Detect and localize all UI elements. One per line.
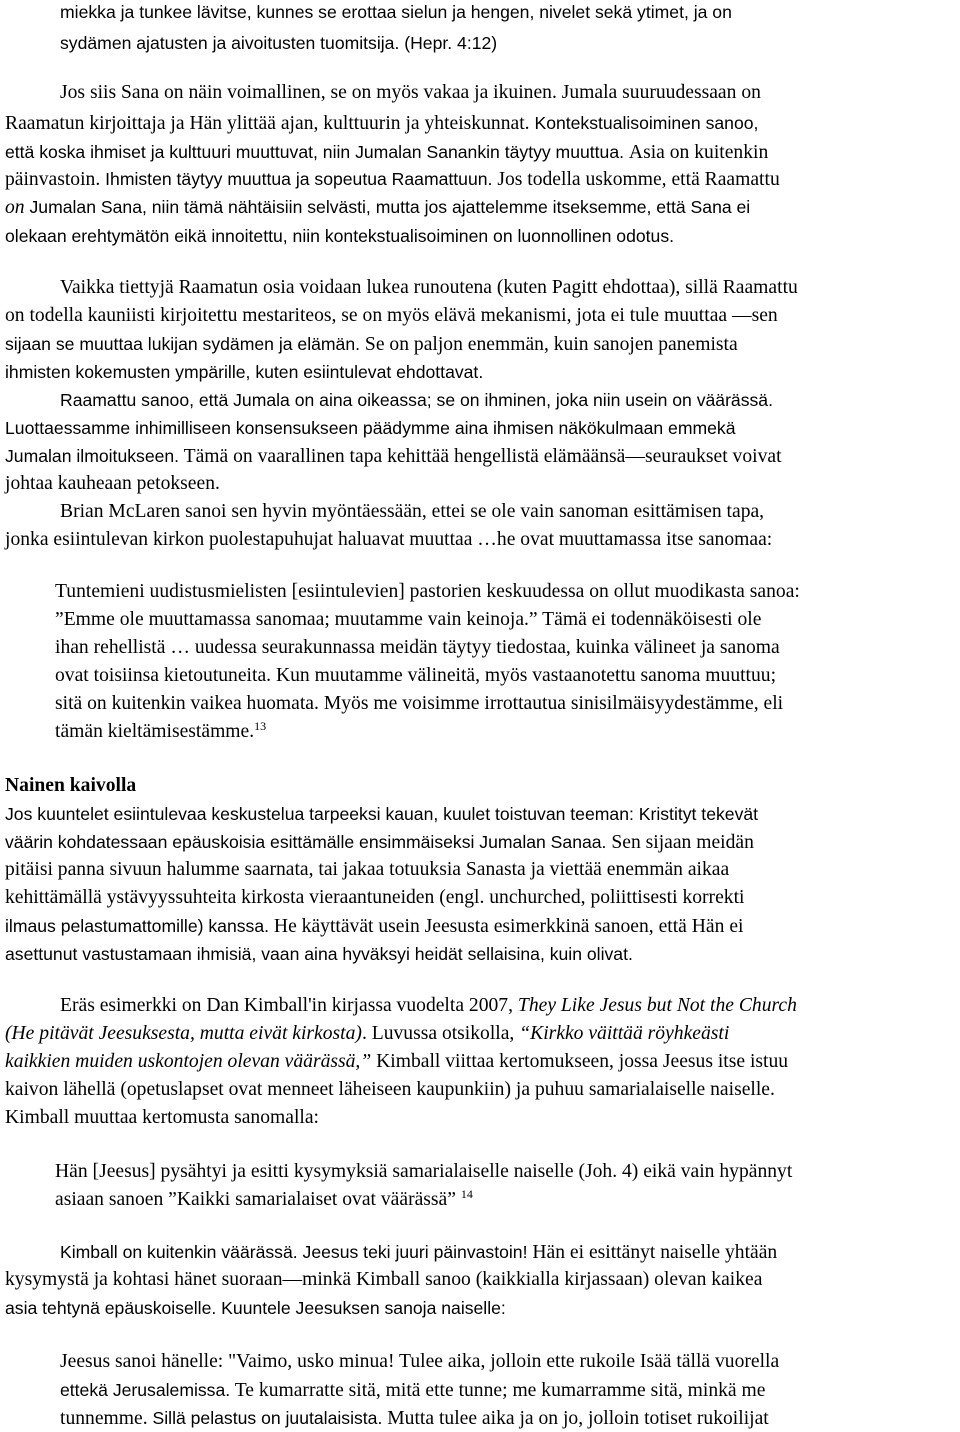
text-span: että koska ihmiset ja kulttuuri muuttuvat, niin Jumalan Sanankin täytyy muuttua. bbox=[5, 142, 625, 162]
text-span: He käyttävät usein Jeesusta esimerkkinä sanoen, että Hän ei bbox=[273, 916, 744, 937]
text-span: Sillä pelastus on juutalaisista. bbox=[152, 1408, 383, 1428]
text-span: on bbox=[5, 197, 25, 218]
text-span: Raamatun kirjoittaja ja Hän ylittää ajan, kulttuurin ja yhteiskunnat. bbox=[5, 113, 530, 134]
text-line: kysymystä ja kohtasi hänet suoraan—minkä Kimball sanoo (kaikkialla kirjassaan) olevan kaikea bbox=[5, 1269, 763, 1290]
text-span: sijaan se muuttaa lukijan sydämen ja elämän. bbox=[5, 334, 361, 354]
text-span: Jumalan Sana, niin tämä nähtäisiin selvästi, mutta jos ajattelemme itseksemme, että Sana ei bbox=[29, 197, 751, 217]
text-line bbox=[5, 167, 780, 192]
text-span: Kontekstualisoiminen sanoo, bbox=[534, 113, 759, 133]
text-span: Jumalan ilmoitukseen. bbox=[5, 446, 180, 466]
text-line bbox=[5, 444, 782, 469]
text-line: asettunut vastustamaan ihmisiä, vaan aina hyväksyi heidät sellaisina, kuin olivat. bbox=[5, 944, 633, 964]
text-line: ihmisten kokemusten ympärille, kuten esiintulevat ehdottavat. bbox=[5, 362, 484, 382]
text-line bbox=[5, 195, 750, 220]
text-line: pitäisi panna sivuun halumme saarnata, tai jakaa totuuksia Sanasta ja viettää enemmän aikaa bbox=[5, 859, 730, 880]
text-line: Luottaessamme inhimilliseen konsensukseen päädymme aina ihmisen näkökulmaan emmekä bbox=[5, 418, 736, 438]
text-span: . Luvussa otsikolla, bbox=[361, 1023, 515, 1044]
text-span: väärin kohdatessaan epäuskoisia esittämälle ensimmäiseksi Jumalan Sanaa. bbox=[5, 832, 607, 852]
text-span: ovat toisiinsa kietoutuneita. bbox=[55, 665, 272, 686]
text-span: Jos todella uskomme, että Raamattu bbox=[497, 169, 780, 190]
chapter-title: “Kirkko väittää röyhkeästi bbox=[519, 1023, 730, 1044]
section-heading: Nainen kaivolla bbox=[5, 775, 137, 796]
text-span: Kimball viittaa kertomukseen, jossa Jeesus itse istuu bbox=[376, 1051, 789, 1072]
text-line bbox=[5, 1022, 729, 1046]
text-span: ettekä Jerusalemissa. bbox=[60, 1380, 231, 1400]
text-line: on todella kauniisti kirjoitettu mestariteos, se on myös elävä mekanismi, jota ei tule muuttaa —sen bbox=[5, 305, 778, 326]
text-line: jonka esiintulevan kirkon puolestapuhujat haluavat muuttaa …he ovat muuttamassa itse sanomaa: bbox=[5, 529, 773, 550]
text-span: asiaan sanoen ”Kaikki samarialaiset ovat väärässä” bbox=[55, 1189, 456, 1210]
text-span: Eräs esimerkki on Dan Kimball'in kirjassa vuodelta 2007, bbox=[60, 995, 514, 1016]
text-line bbox=[5, 332, 738, 357]
text-span: Jeesus teki juuri päinvastoin! bbox=[302, 1242, 528, 1262]
text-span: Sen sijaan meidän bbox=[611, 832, 754, 853]
quote-line: Tuntemieni uudistusmielisten [esiintulevien] pastorien keskuudessa on ollut muodikasta sanoa: bbox=[55, 581, 800, 602]
text-span: Kimball on kuitenkin väärässä. bbox=[60, 1242, 298, 1262]
quote-line bbox=[60, 1378, 765, 1403]
text-line bbox=[60, 994, 797, 1018]
text-span: tunnemme. bbox=[60, 1408, 148, 1429]
text-line bbox=[5, 1050, 788, 1074]
text-line: kaivon lähellä (opetuslapset ovat menneet läheiseen kaupunkiin) ja puhuu samarialaiselle naiselle. bbox=[5, 1079, 775, 1100]
text-line: Brian McLaren sanoi sen hyvin myöntäessään, ettei se ole vain sanoman esittämisen tapa, bbox=[60, 501, 765, 522]
text-span: tämän kieltämisestämme. bbox=[55, 721, 255, 742]
text-span: ilmaus pelastumattomille) kanssa. bbox=[5, 916, 270, 936]
text-span: Ihmisten täytyy muuttua ja sopeutua Raamattuun. bbox=[105, 169, 493, 189]
text-span: Kun muutamme välineitä, myös vastaanotettu sanoma muuttuu; bbox=[275, 665, 777, 686]
text-line bbox=[5, 111, 758, 136]
quote-line: ”Emme ole muuttamassa sanomaa; muutamme vain keinoja.” Tämä ei todennäköisesti ole bbox=[55, 609, 762, 630]
book-title: They Like Jesus but Not the Church bbox=[517, 995, 797, 1016]
text-span: Tämä on vaarallinen tapa kehittää hengellistä elämäänsä—seuraukset voivat bbox=[183, 446, 782, 467]
text-span: päinvastoin. bbox=[5, 169, 101, 190]
text-line: olekaan erehtymätön eikä innoitettu, niin kontekstualisoiminen on luonnollinen odotus. bbox=[5, 226, 675, 246]
text-line bbox=[60, 1240, 777, 1265]
quote-line: ihan rehellistä … uudessa seurakunnassa meidän täytyy tiedostaa, kuinka välineet ja sanoma bbox=[55, 637, 780, 658]
text-line: Vaikka tiettyjä Raamatun osia voidaan lukea runoutena (kuten Pagitt ehdottaa), sillä Raamattu bbox=[60, 277, 798, 298]
text-line bbox=[5, 830, 754, 855]
text-span: asia tehtynä epäuskoiselle. bbox=[5, 1298, 217, 1318]
text-line bbox=[5, 140, 768, 165]
quote-line: Hän [Jeesus] pysähtyi ja esitti kysymyksiä samarialaiselle naiselle (Joh. 4) eikä vain hypännyt bbox=[55, 1161, 793, 1182]
text-span: Myös me voisimme irrottautua sinisilmäisyydestämme, eli bbox=[323, 693, 784, 714]
text-span: sitä on kuitenkin vaikea huomata. bbox=[55, 693, 319, 714]
text-line: sydämen ajatusten ja aivoitusten tuomitsija. (Hepr. 4:12) bbox=[60, 33, 498, 53]
quote-line bbox=[60, 1406, 769, 1431]
text-line: johtaa kauheaan petokseen. bbox=[5, 473, 220, 494]
text-span: Asia on kuitenkin bbox=[628, 142, 769, 163]
text-line bbox=[5, 1296, 506, 1321]
book-title-translation: (He pitävät Jeesuksesta, mutta eivät kirkosta) bbox=[5, 1023, 362, 1044]
text-span: Hän ei esittänyt naiselle yhtään bbox=[532, 1242, 778, 1263]
text-line: Raamattu sanoo, että Jumala on aina oikeassa; se on ihminen, joka niin usein on väärässä. bbox=[60, 390, 773, 410]
text-line: miekka ja tunkee lävitse, kunnes se erottaa sielun ja hengen, nivelet sekä ytimet, ja on bbox=[60, 2, 732, 22]
quote-line: Jeesus sanoi hänelle: "Vaimo, usko minua! Tulee aika, jolloin ette rukoile Isää tällä vuorella bbox=[60, 1351, 780, 1372]
text-span: Kuuntele Jeesuksen sanoja naiselle: bbox=[221, 1298, 506, 1318]
text-line: Jos kuuntelet esiintulevaa keskustelua tarpeeksi kauan, kuulet toistuvan teeman: Kristityt tekevät bbox=[5, 804, 759, 824]
footnote-ref: 13 bbox=[254, 719, 267, 733]
text-line bbox=[5, 914, 743, 939]
text-line: Kimball muuttaa kertomusta sanomalla: bbox=[5, 1107, 319, 1128]
text-line: kehittämällä ystävyyssuhteita kirkosta vieraantuneiden (engl. unchurched, poliittisesti korrekti bbox=[5, 887, 745, 908]
quote-line bbox=[55, 664, 776, 688]
quote-line bbox=[55, 720, 266, 744]
quote-line bbox=[55, 692, 783, 716]
text-span: Se on paljon enemmän, kuin sanojen panemista bbox=[364, 334, 738, 355]
text-span: Te kumarratte sitä, mitä ette tunne; me kumarramme sitä, minkä me bbox=[234, 1380, 766, 1401]
chapter-title: kaikkien muiden uskontojen olevan väärässä,” bbox=[5, 1051, 372, 1072]
quote-line bbox=[55, 1188, 473, 1212]
footnote-ref: 14 bbox=[460, 1187, 473, 1201]
text-line: Jos siis Sana on näin voimallinen, se on myös vakaa ja ikuinen. Jumala suuruudessaan on bbox=[60, 82, 761, 103]
text-span: Mutta tulee aika ja on jo, jolloin totiset rukoilijat bbox=[387, 1408, 769, 1429]
